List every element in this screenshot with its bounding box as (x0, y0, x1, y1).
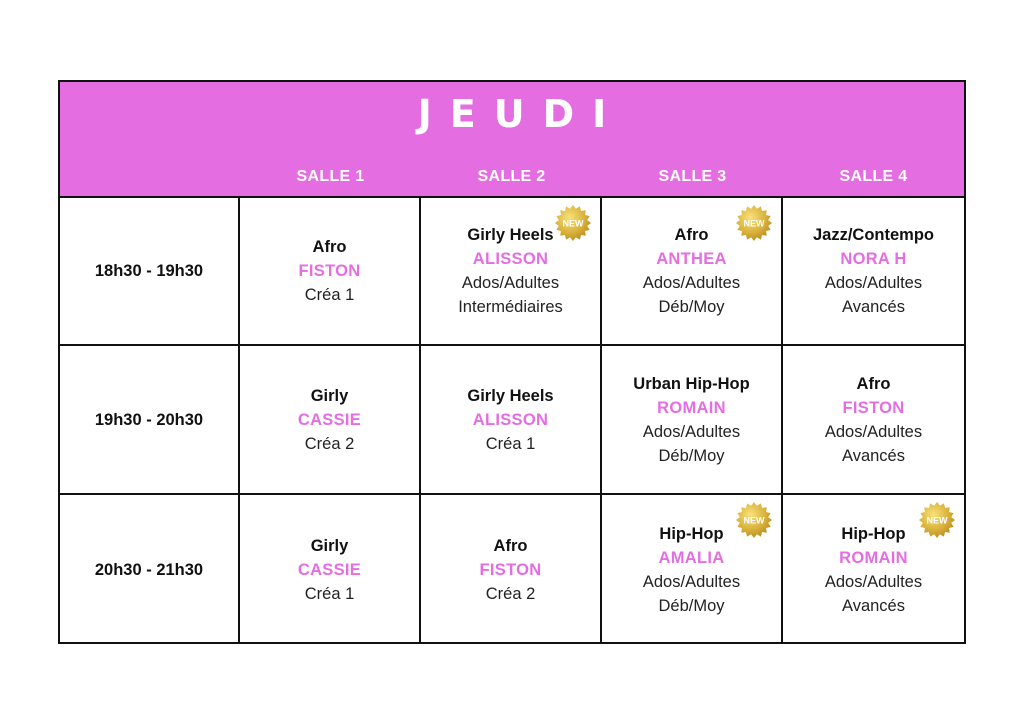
class-cell (421, 495, 602, 644)
class-cell (602, 346, 783, 495)
class-level: Ados/Adultes (642, 274, 741, 292)
class-teacher: ALISSON (472, 410, 549, 429)
class-level: Créa 2 (304, 434, 355, 453)
day-title: JEUDI (417, 92, 625, 136)
class-level: Ados/Adultes (824, 422, 923, 441)
class-teacher: ROMAIN (657, 398, 726, 417)
class-style: Girly Heels (467, 386, 554, 405)
class-level: Déb/Moy (658, 446, 725, 465)
class-teacher: FISTON (842, 398, 905, 417)
class-teacher: ROMAIN (839, 548, 908, 567)
svg-text:NEW: NEW (743, 515, 765, 526)
class-cell (602, 495, 783, 644)
class-level: Ados/Adultes (824, 572, 923, 591)
class-style: Girly (310, 536, 349, 555)
time-slot-cell (60, 346, 240, 495)
room-header-1: SALLE 1 (296, 168, 365, 185)
schedule-table (58, 80, 966, 644)
class-style: Afro (493, 536, 528, 555)
class-level: Créa 1 (304, 584, 355, 603)
svg-text:NEW: NEW (743, 218, 765, 229)
class-style: Jazz/Contempo (812, 226, 934, 244)
class-level: Créa 2 (485, 584, 536, 603)
class-teacher: FISTON (479, 560, 542, 579)
time-slot-label: 20h30 - 21h30 (94, 560, 204, 579)
time-slot-cell (60, 198, 240, 346)
class-teacher: CASSIE (297, 560, 362, 579)
class-teacher: NORA H (840, 250, 907, 268)
class-teacher: AMALIA (658, 548, 725, 567)
new-badge-icon (918, 501, 956, 539)
class-level: Ados/Adultes (642, 572, 741, 591)
schedule-grid (60, 196, 964, 642)
class-level: Avancés (842, 446, 905, 465)
class-style: Afro (674, 226, 709, 244)
class-style: Girly (310, 386, 349, 405)
class-level: Ados/Adultes (824, 274, 923, 292)
svg-text:NEW: NEW (926, 515, 948, 526)
class-teacher: CASSIE (297, 410, 362, 429)
class-cell (783, 198, 964, 346)
class-teacher: ANTHEA (656, 250, 727, 268)
class-cell (421, 198, 602, 346)
class-cell (783, 346, 964, 495)
time-slot-cell (60, 495, 240, 644)
class-cell (240, 198, 421, 346)
room-header-4: SALLE 4 (839, 168, 908, 185)
class-teacher: ALISSON (472, 250, 549, 268)
class-cell (240, 495, 421, 644)
class-level: Avancés (842, 596, 905, 615)
class-level: Intermédiaires (458, 298, 563, 316)
new-badge-icon (554, 204, 592, 242)
class-style: Urban Hip-Hop (633, 374, 750, 393)
class-level: Créa 1 (304, 286, 355, 304)
class-level: Avancés (842, 298, 905, 316)
time-slot-label: 18h30 - 19h30 (94, 262, 204, 280)
class-style: Hip-Hop (659, 524, 724, 543)
class-style: Afro (856, 374, 891, 393)
class-style: Hip-Hop (841, 524, 906, 543)
class-cell (240, 346, 421, 495)
class-cell (602, 198, 783, 346)
class-cell (421, 346, 602, 495)
class-level: Créa 1 (485, 434, 536, 453)
room-header-2: SALLE 2 (477, 168, 546, 185)
class-style: Afro (312, 238, 347, 256)
class-level: Ados/Adultes (461, 274, 560, 292)
schedule-header (60, 82, 964, 196)
class-level: Déb/Moy (658, 596, 725, 615)
svg-text:NEW: NEW (562, 218, 584, 229)
time-slot-label: 19h30 - 20h30 (94, 410, 204, 429)
room-header-3: SALLE 3 (658, 168, 727, 185)
class-level: Ados/Adultes (642, 422, 741, 441)
class-level: Déb/Moy (658, 298, 725, 316)
new-badge-icon (735, 204, 773, 242)
class-style: Girly Heels (467, 226, 554, 244)
new-badge-icon (735, 501, 773, 539)
class-cell (783, 495, 964, 644)
class-teacher: FISTON (298, 262, 361, 280)
